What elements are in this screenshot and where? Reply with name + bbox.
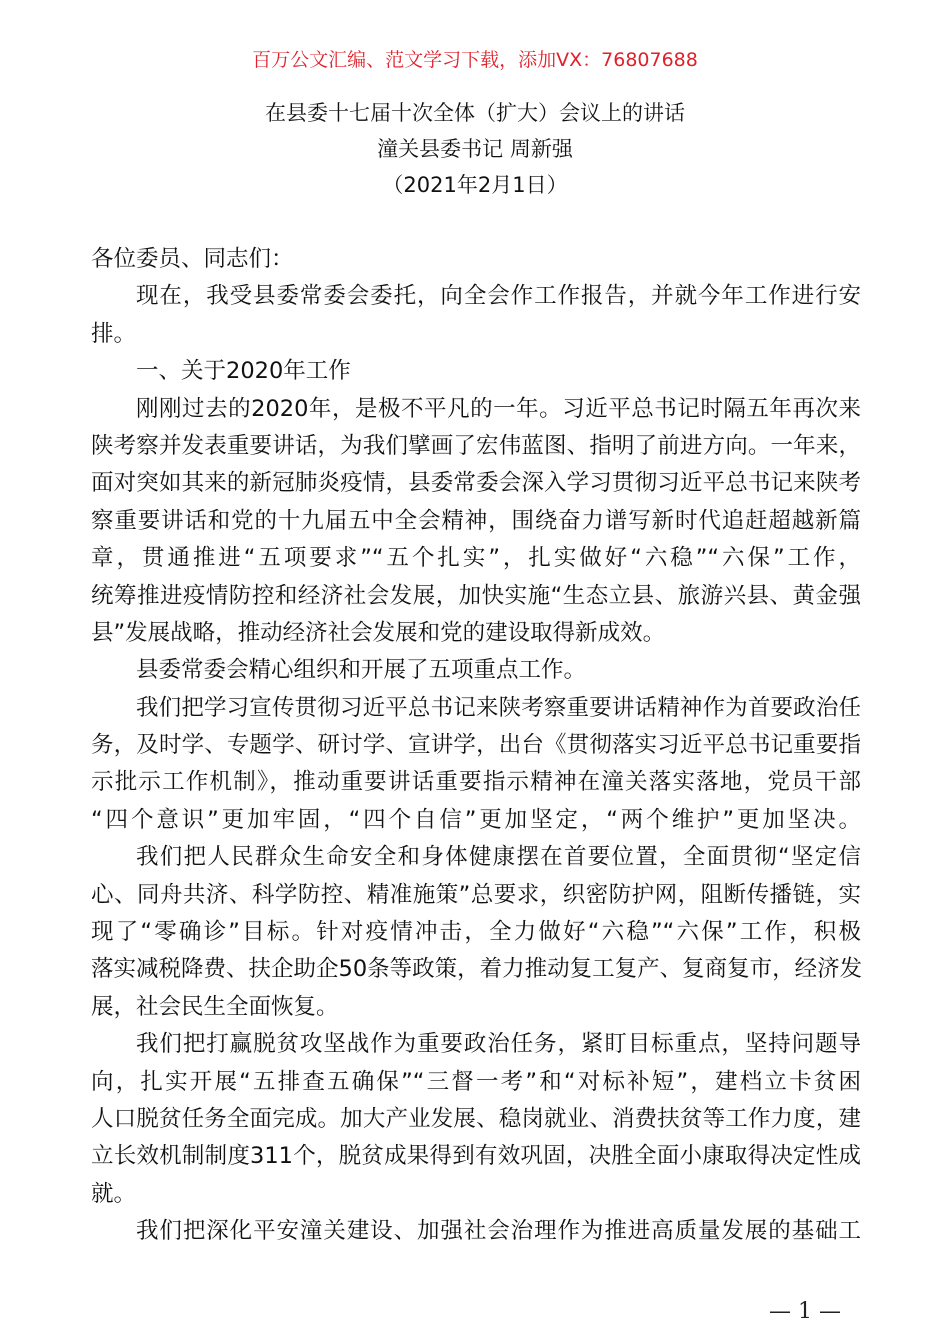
body-line: 章，贯通推进“五项要求”“五个扎实”，扎实做好“六稳”“六保”工作， xyxy=(91,545,861,572)
body-line: 我们把学习宣传贯彻习近平总书记来陕考察重要讲话精神作为首要政治任 xyxy=(136,694,861,721)
title-block xyxy=(0,96,950,204)
body-line: 排。 xyxy=(91,320,137,347)
body-line: 务，及时学、专题学、研讨学、宣讲学，出台《贯彻落实习近平总书记重要指 xyxy=(91,732,861,759)
body-line: 我们把深化平安潼关建设、加强社会治理作为推进高质量发展的基础工 xyxy=(136,1218,861,1245)
body-line: 统筹推进疫情防控和经济社会发展，加快实施“生态立县、旅游兴县、黄金强 xyxy=(91,582,861,609)
body-line: 县委常委会精心组织和开展了五项重点工作。 xyxy=(136,657,587,684)
body-line: 展，社会民生全面恢复。 xyxy=(91,993,339,1020)
speech-date: （2021年2月1日） xyxy=(382,173,568,197)
body-line: 示批示工作机制》，推动重要讲话重要指示精神在潼关落实落地，党员干部 xyxy=(91,769,861,796)
body-line: “四个意识”更加牢固，“四个自信”更加坚定，“两个维护”更加坚决。 xyxy=(91,806,861,833)
body-line: 人口脱贫任务全面完成。加大产业发展、稳岗就业、消费扶贫等工作力度，建 xyxy=(91,1105,861,1132)
document-title: 在县委十七届十次全体（扩大）会议上的讲话 xyxy=(265,101,685,125)
speaker-line: 潼关县委书记 周新强 xyxy=(377,137,573,161)
body-line: 就。 xyxy=(91,1180,137,1207)
body-line: 面对突如其来的新冠肺炎疫情，县委常委会深入学习贯彻习近平总书记来陕考 xyxy=(91,470,861,497)
body-line: 现在，我受县委常委会委托，向全会作工作报告，并就今年工作进行安 xyxy=(136,283,861,310)
document-body xyxy=(91,241,861,1251)
page-number: — 1 — xyxy=(769,1299,841,1324)
body-line: 刚刚过去的2020年，是极不平凡的一年。习近平总书记时隔五年再次来 xyxy=(136,395,861,422)
body-line: 县”发展战略，推动经济社会发展和党的建设取得新成效。 xyxy=(91,619,666,646)
body-line: 我们把打赢脱贫攻坚战作为重要政治任务，紧盯目标重点，坚持问题导 xyxy=(136,1031,861,1058)
body-line: 各位委员、同志们： xyxy=(91,246,294,272)
body-line: 立长效机制制度311个，脱贫成果得到有效巩固，决胜全面小康取得决定性成 xyxy=(91,1143,861,1170)
watermark-header: 百万公文汇编、范文学习下载，添加VX：76807688 xyxy=(252,49,698,71)
body-line: 一、关于2020年工作 xyxy=(136,358,351,385)
body-line: 向，扎实开展“五排查五确保”“三督一考”和“对标补短”，建档立卡贫困 xyxy=(91,1068,861,1095)
body-line: 我们把人民群众生命安全和身体健康摆在首要位置，全面贯彻“坚定信 xyxy=(136,844,861,871)
body-line: 心、同舟共济、科学防控、精准施策”总要求，织密防护网，阻断传播链，实 xyxy=(91,881,861,908)
body-line: 现了“零确诊”目标。针对疫情冲击，全力做好“六稳”“六保”工作，积极 xyxy=(91,919,861,946)
body-line: 陕考察并发表重要讲话，为我们擘画了宏伟蓝图、指明了前进方向。一年来， xyxy=(91,432,861,459)
body-line: 落实减税降费、扶企助企50条等政策，着力推动复工复产、复商复市，经济发 xyxy=(91,956,863,983)
body-line: 察重要讲话和党的十九届五中全会精神，围绕奋力谱写新时代追赶超越新篇 xyxy=(91,507,861,534)
